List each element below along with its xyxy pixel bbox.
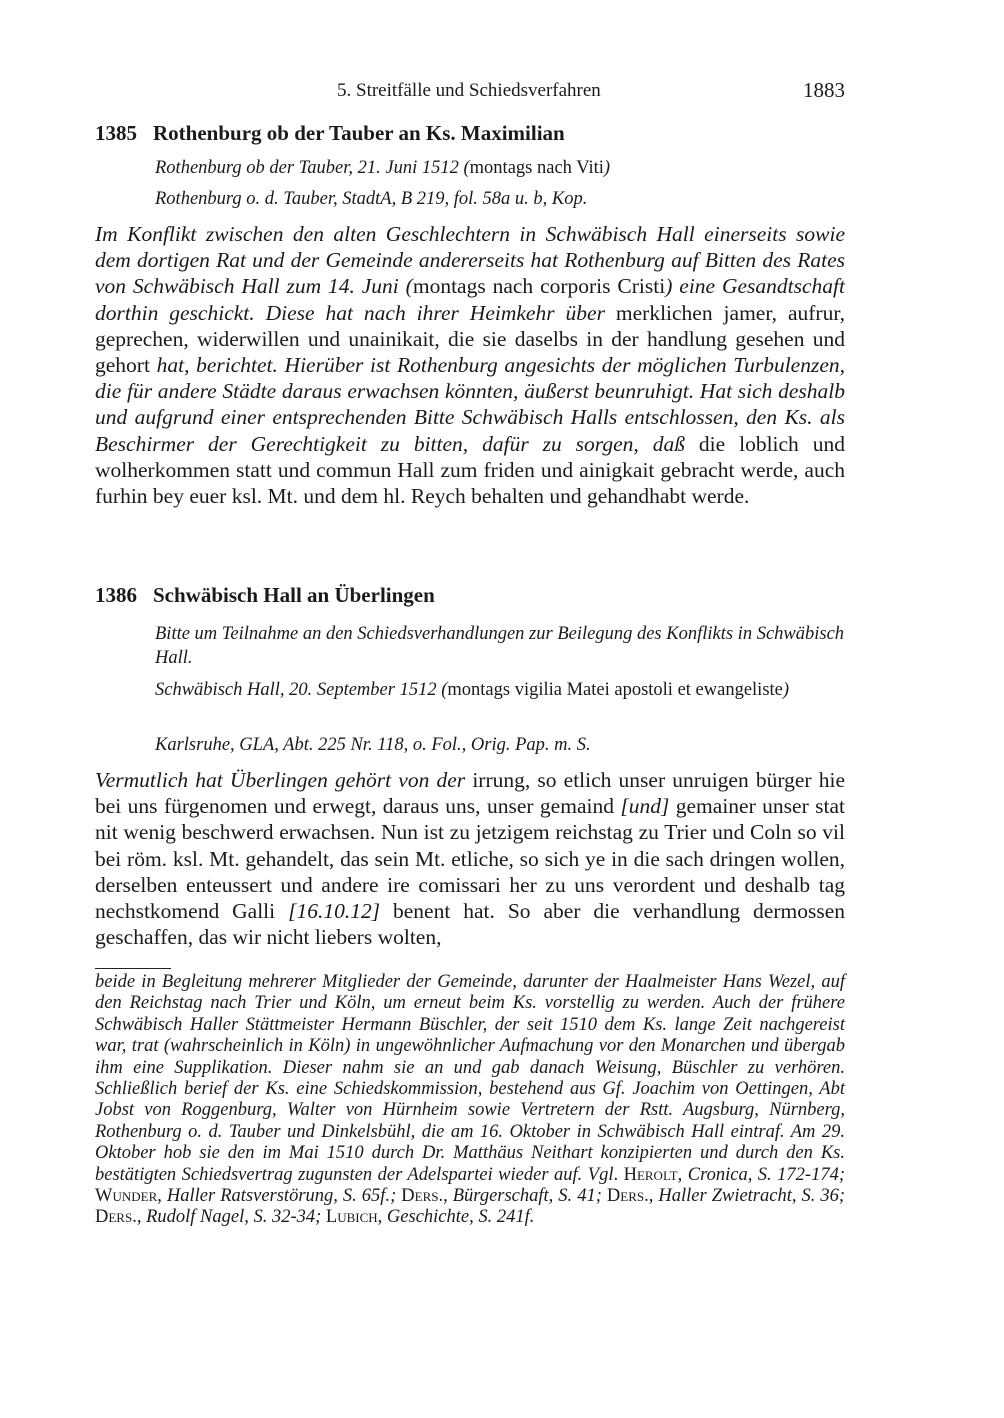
entry-title: Schwäbisch Hall an Überlingen xyxy=(153,583,435,607)
entry-heading-1385 xyxy=(95,121,565,146)
entry-title: Rothenburg ob der Tauber an Ks. Maximilian xyxy=(153,121,565,145)
running-title: 5. Streitfälle und Schiedsverfahren xyxy=(337,80,601,101)
entry-source: Karlsruhe, GLA, Abt. 225 Nr. 118, o. Fol., Orig. Pap. m. S. xyxy=(155,735,591,755)
entry-number: 1385 xyxy=(95,121,137,145)
entry-number: 1386 xyxy=(95,583,137,607)
running-head xyxy=(95,80,845,104)
entry-date: Rothenburg ob der Tauber, 21. Juni 1512 (montags nach Viti) xyxy=(155,158,611,178)
entry-body-1385: Im Konflikt zwischen den alten Geschlechtern in Schwäbisch Hall einerseits sowie dem dortigen Rat und der Gemeinde andererseits hat Rothenburg auf Bitten des Rates von Schwäbisch Hall zum 14. Juni (montags nach corporis Cristi) eine Gesandtschaft dorthin geschickt. Diese hat nach ihrer Heimkehr über merklichen jamer, aufrur, geprechen, widerwillen und unainikait, die sie daselbs in der handlung gesehen und gehort hat, berichtet. Hierüber ist Rothenburg angesichts der möglichen Turbulenzen, die für andere Städte daraus erwachsen könnten, äußerst beunruhigt. Hat sich deshalb und aufgrund einer entsprechenden Bitte Schwäbisch Halls entschlossen, den Ks. als Beschirmer der Gerechtigkeit zu bitten, dafür zu sorgen, daß die loblich und wolherkommen statt und commun Hall zum friden und ainigkait gebracht werde, auch furhin bey euer ksl. Mt. und dem hl. Reych behalten und gehandhabt werde. xyxy=(95,222,845,509)
entry-date: Schwäbisch Hall, 20. September 1512 (montags vigilia Matei apostoli et ewangeliste) xyxy=(155,680,790,700)
entry-source: Rothenburg o. d. Tauber, StadtA, B 219, fol. 58a u. b, Kop. xyxy=(155,189,588,209)
footnote-divider xyxy=(95,968,171,969)
footnote: beide in Begleitung mehrerer Mitglieder der Gemeinde, darunter der Haalmeister Hans Wezel, auf den Reichstag nach Trier und Köln, um erneut beim Ks. vorstellig zu werden. Auch der frühere Schwäbisch Haller Stättmeister Hermann Büschler, der seit 1510 dem Ks. lange Zeit nachgereist war, trat (wahrscheinlich in Köln) in ungewöhnlicher Aufmachung vor den Monarchen und übergab ihm eine Supplikation. Dieser nahm sie an und gab danach Weisung, Büschler zu verhören. Schließlich berief der Ks. eine Schiedskommission, bestehend aus Gf. Joachim von Oettingen, Abt Jobst von Roggenburg, Walter von Hürnheim sowie Vertretern der Rstt. Augsburg, Nürnberg, Rothenburg o. d. Tauber und Dinkelsbühl, die am 16. Oktober in Schwäbisch Hall eintraf. Am 29. Oktober hob sie den im Mai 1510 durch Dr. Matthäus Neithart konzipierten und durch den Ks. bestätigten Schiedsvertrag zugunsten der Adelspartei wieder auf. Vgl. Herolt, Cronica, S. 172-174; Wunder, Haller Ratsverstörung, S. 65f.; Ders., Bürgerschaft, S. 41; Ders., Haller Zwietracht, S. 36; Ders., Rudolf Nagel, S. 32-34; Lubich, Geschichte, S. 241f. xyxy=(95,972,846,1228)
page-number: 1883 xyxy=(803,78,845,102)
entry-summary: Bitte um Teilnahme an den Schiedsverhandlungen zur Beilegung des Konflikts in Schwäbisch Hall. xyxy=(155,624,845,668)
entry-heading-1386 xyxy=(95,583,435,608)
entry-body-1386: Vermutlich hat Überlingen gehört von der irrung, so etlich unser unruigen bürger hie bei uns fürgenomen und erwegt, daraus uns, unser gemaind [und] gemainer unser stat nit wenig beschwerd erwachsen. Nun ist zu jetzigem reichstag zu Trier und Coln so vil bei röm. ksl. Mt. gehandelt, das sein Mt. etliche, so sich ye in die sach dringen wollen, derselben enteussert und andere ire comissari her zu uns verordent und deshalb tag nechstkomend Galli [16.10.12] benent hat. So aber die verhandlung dermossen geschaffen, das wir nicht liebers wolten, xyxy=(95,768,846,950)
